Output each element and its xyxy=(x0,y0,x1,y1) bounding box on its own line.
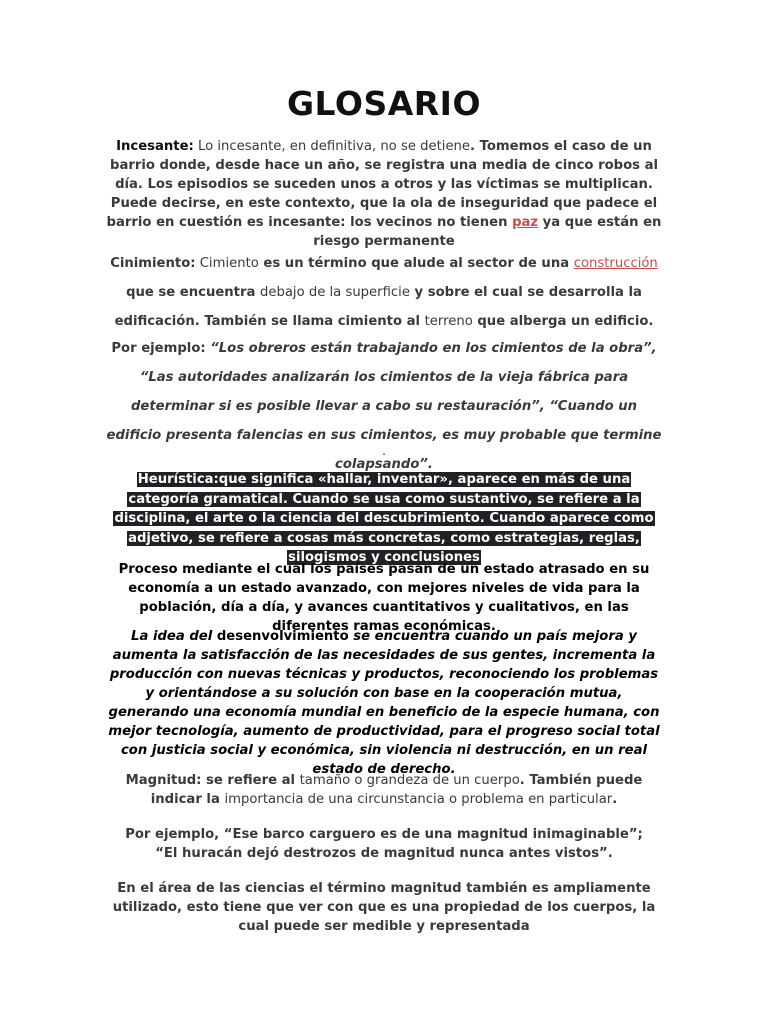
definition-heuristica xyxy=(110,470,658,568)
text-span: importancia de una circunstancia o problema en particular xyxy=(224,792,613,807)
text-span: se refiere al xyxy=(201,773,300,788)
example-quote: “Los obreros están trabajando en los cimientos de la obra”, “Las autoridades analizarán los cimientos de la vieja fábrica para determinar si es posible llevar a cabo su restauración”, “Cuando un edificio presenta falencias en sus cimientos, es muy probable que termine colapsando”. xyxy=(106,341,662,472)
text-span: Cimiento xyxy=(195,256,259,271)
text-span: no se detiene xyxy=(380,139,471,154)
definition-cimiento xyxy=(100,249,668,336)
text-span: se encuentra cuando un país mejora y aumenta la satisfacción de las necesidades de sus gentes, incrementa la producción con nuevas técnicas y productos, reconociendo los problemas y orientándose a su solución con base en la cooperación mutua, generando una economía mundial en beneficio de la especie humana, con mejor tecnología, aumento de productividad, para el progreso social total con justicia social y económica, sin violencia ni destrucción, en un real estado de derecho. xyxy=(108,629,660,777)
highlighted-text: Heurística:que significa «hallar, inventar», aparece en más de una categoría gramatical. Cuando se usa como sustantivo, se refiere a la disciplina, el arte o la ciencia del descubrimiento. Cuando aparece como adjetivo, se refiere a cosas más concretas, como estrategias, reglas, silogismos y conclusiones xyxy=(114,472,654,565)
text-span: tamaño o grandeza de un cuerpo xyxy=(299,773,520,788)
magnitud-ciencias: En el área de las ciencias el término magnitud también es ampliamente utilizado, esto tiene que ver con que es una propiedad de los cuerpos, la cual puede ser medible y representada xyxy=(112,881,656,934)
definition-magnitud xyxy=(116,771,652,809)
definition-desarrollo: Proceso mediante el cual los países pasan de un estado atrasado en su economía a un estado avanzado, con mejores niveles de vida para la población, día a día, y avances cuantitativos y cualitativos, en las diferentes ramas económicas. xyxy=(118,562,650,634)
desenvolvimiento-paragraph xyxy=(108,627,660,779)
link-construccion[interactable]: construcción xyxy=(573,256,658,271)
text-span: es un término que alude al sector de una xyxy=(258,256,574,271)
text-span: debajo de la superficie xyxy=(259,285,410,300)
example-lead: Por ejemplo: xyxy=(111,341,211,356)
term-label: Magnitud: xyxy=(125,773,202,788)
text-span: desenvolvimiento xyxy=(216,629,349,644)
text-span: Lo incesante, en definitiva, xyxy=(193,139,381,154)
text-span: y sobre el cual se desarrolla la edificación. También se llama cimiento al xyxy=(114,285,642,329)
page-title: GLOSARIO xyxy=(286,84,482,123)
link-paz[interactable]: paz xyxy=(512,215,539,230)
stray-dot: . xyxy=(382,444,386,458)
text-span: que alberga un edificio. xyxy=(472,314,654,329)
term-label: Incesante: xyxy=(116,139,194,154)
text-span: . También puede indicar la xyxy=(150,773,643,807)
definition-incesante xyxy=(100,137,668,251)
term-label: Cinimiento: xyxy=(110,256,196,271)
text-span: La idea del xyxy=(131,629,217,644)
example-magnitud: Por ejemplo, “Ese barco carguero es de una magnitud inimaginable”; “El huracán dejó destrozos de magnitud nunca antes vistos”. xyxy=(125,827,643,861)
text-span: ya que están en riesgo permanente xyxy=(313,215,662,249)
text-span: . xyxy=(612,792,618,807)
text-span: que se encuentra xyxy=(126,285,260,300)
text-span: . Tomemos el caso de un barrio donde, desde hace un año, se registra una media de cinco robos al día. Los episodios se suceden unos a otros y las víctimas se multiplican. Puede decirse, en este contexto, que la ola de inseguridad que padece el barrio en cuestión es incesante: los vecinos no tienen xyxy=(106,139,658,230)
text-span: terreno xyxy=(424,314,473,329)
